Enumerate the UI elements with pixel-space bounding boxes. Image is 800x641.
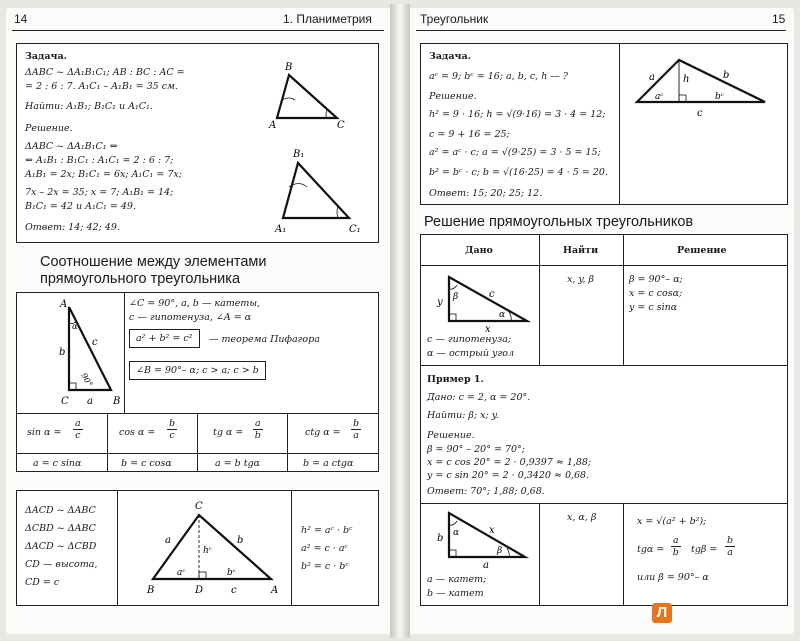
table-col-1-bottom [539,503,540,605]
fig-label-90: 90° [79,371,95,389]
trig-tg-fraction: $\frac{a}{b}$ [254,418,261,441]
label-c1: C₁ [349,224,361,235]
similar-box [16,490,379,606]
trig-cos-fraction: $\frac{b}{c}$ [169,418,176,441]
similar-formula-3: b² = c · bᶜ [301,561,349,572]
altitude-task-figure [625,50,785,120]
row1-alpha-arc [509,312,511,321]
publisher-logo: Л [652,603,672,623]
task-right-line-2: c = 9 + 16 = 25; [429,129,510,140]
row2-tga-fraction: $\frac{a}{b}$ [672,535,679,558]
header-rule-right [416,30,786,31]
example-title: Пример 1. [427,374,484,385]
task-answer: Ответ: 14; 42; 49. [25,222,120,233]
row1-given-1: c — гипотенуза; [427,334,512,345]
row1-label-alpha: α [499,310,506,320]
example-line-1: β = 90° – 20° = 70°; [427,444,525,455]
task-find: Найти: A₁B₁; B₁C₁ и A₁C₁. [25,101,153,112]
similar-divider-2 [291,491,292,605]
trig-ctg-label: ctg α = [305,427,341,438]
task-right-answer: Ответ: 15; 20; 25; 12. [429,188,543,199]
sim-label-d: D [195,585,204,596]
sim-label-c-side: c [231,585,237,596]
trig-expr-sin: a = c sinα [33,458,82,469]
similar-formula-1: h² = aᶜ · bᶜ [301,525,353,536]
row2-label-x: x [489,525,495,536]
page-number-right: 15 [772,12,786,26]
row2-beta-arc [507,548,509,557]
chapter-title: 1. Планиметрия [283,12,372,26]
row2-label-a: a [483,560,489,569]
altitude-triangle-figure [121,495,289,603]
label-a1: A₁ [275,224,287,235]
task-solution-3: A₁B₁ = 2x; B₁C₁ = 6x; A₁C₁ = 7x; [25,169,182,180]
fig-label-alpha: α [72,322,78,332]
task-right-line-1: h² = 9 · 16; h = √(9·16) = 3 · 4 = 12; [429,109,606,120]
task-title: Задача. [25,51,67,62]
header-rule-left [12,30,384,31]
trig-cos-label: cos α = [119,427,156,438]
relations-box [16,292,379,472]
similar-formula-2: a² = c · aᶜ [301,543,348,554]
fig-label-a-side: a [87,396,93,407]
task-fig-bc: bᶜ [715,92,724,102]
row1-solution-2: x = c cosα; [629,288,683,299]
row1-label-beta: β [453,292,459,302]
task-line-2: = 2 : 6 : 7. A₁C₁ – A₁B₁ = 35 см. [25,81,178,92]
example-line-2: x = c cos 20° = 2 · 0,9397 ≈ 1,88; [427,457,592,468]
row2-tga-label: tgα = [637,544,665,555]
pythagoras-label: — теорема Пифагора [209,334,320,345]
task-box-right [420,43,788,205]
solution-table [420,234,788,606]
row2-given-1: a — катет; [427,574,487,585]
table-col-2-top [623,235,624,365]
row2-triangle-figure [427,507,537,569]
triangle-abc [277,75,337,118]
similar-triangles-figure [249,52,374,240]
sim-label-c-vertex: C [195,501,203,512]
similar-line-5: CD = c [25,577,60,588]
task-fig-a: a [649,72,655,83]
running-head: Треугольник [420,12,489,26]
sim-label-a: a [165,535,171,546]
trig-expr-ctg: b = a ctgα [303,458,354,469]
label-c: C [337,120,345,131]
task-fig-b: b [723,70,730,81]
row2-label-alpha: α [453,528,460,538]
table-header-find: Найти [563,245,599,256]
row1-triangle-figure [427,269,537,333]
trig-tg-label: tg α = [213,427,244,438]
label-a: A [269,120,277,131]
row2-solution-x: x = √(a² + b²); [637,516,707,527]
trig-sin-label: sin α = [27,427,62,438]
label-b: B [285,62,293,73]
fig-label-b-vertex: B [113,396,121,407]
table-col-2-bottom [623,503,624,605]
row2-alpha-arc [449,521,457,525]
angle-arc-c1 [337,206,338,218]
row1-given-2: α — острый угол [427,348,515,359]
table-header-given: Дано [465,245,493,256]
task-solution-4: 7x – 2x = 35; x = 7; A₁B₁ = 14; [25,187,174,198]
trig-sin-fraction: $\frac{a}{c}$ [75,418,81,441]
task-fig-c: c [697,108,703,119]
table-col-1-top [539,235,540,365]
row1-label-y: y [437,297,443,308]
row1-find: x, y, β [567,274,595,285]
right-triangle-figure [27,299,123,411]
task-right-solution-title: Решение. [429,91,477,102]
sim-label-a-vertex: A [271,585,279,596]
row1-triangle [449,277,527,321]
trig-expr-tg: a = b tgα [215,458,261,469]
altitude-triangle [153,515,271,579]
fig-label-c-vertex: C [61,396,69,407]
book-gutter [390,4,410,638]
table-header-rule [421,265,787,266]
trig-ctg-fraction: $\frac{b}{a}$ [353,418,360,441]
row2-tgb-fraction: $\frac{b}{a}$ [727,535,734,558]
task-solution-2: ⇔ A₁B₁ : B₁C₁ : A₁C₁ = 2 : 6 : 7; [25,155,174,166]
row2-triangle [449,513,525,557]
similar-divider-1 [117,491,118,605]
task-solution-5: B₁C₁ = 42 и A₁C₁ = 49. [25,201,136,212]
section-title-solving: Решение прямоугольных треугольников [424,214,694,230]
row2-given-2: b — катет [427,588,484,599]
relations-divider [124,293,125,413]
sim-label-bc: bᶜ [227,568,236,578]
task-right-line-3: a² = aᶜ · c; a = √(9·25) = 3 · 5 = 15; [429,147,601,158]
fig-label-c: c [92,337,98,348]
section-title-relations-2: прямоугольного треугольника [40,271,241,287]
row2-find: x, α, β [567,512,597,523]
row2-solution-or: или β = 90°– α [637,572,709,583]
section-title-relations-1: Соотношение между элементами [40,254,267,270]
trig-col-2 [197,413,198,471]
row1-beta-arc [449,285,457,289]
table-header-solution: Решение [677,245,727,256]
task-right-title: Задача. [429,51,471,62]
task-right-divider [619,44,620,204]
relations-line-2: c — гипотенуза, ∠A = α [129,312,252,323]
example-given: Дано: c = 2, α = 20°. [427,392,531,403]
row2-label-b: b [437,533,444,544]
row1-solution-1: β = 90°– α; [629,274,683,285]
similar-line-2: ΔCBD ~ ΔABC [25,523,96,534]
table-row-2-rule [421,503,787,504]
similar-line-3: ΔACD ~ ΔCBD [25,541,97,552]
angle-relation-box: ∠B = 90°– α; c > a; c > b [129,361,266,380]
similar-line-1: ΔACD ~ ΔABC [25,505,96,516]
trig-col-3 [287,413,288,471]
page-number-left: 14 [14,12,28,26]
similar-line-4: CD — высота, [25,559,98,570]
trig-col-1 [107,413,108,471]
sim-label-hc: hᶜ [203,546,212,556]
task-solution-1: ΔABC ~ ΔA₁B₁C₁ ⇔ [25,141,118,152]
row1-label-c: c [489,289,495,300]
task-fig-h: h [683,74,690,85]
label-b1: B₁ [293,149,305,160]
row1-solution-3: y = c sinα [629,302,678,313]
fig-label-a-vertex: A [60,299,68,310]
row2-label-beta: β [497,546,503,556]
example-find: Найти: β; x; y. [427,410,499,421]
task-right-given: aᶜ = 9; bᶜ = 16; a, b, c, h — ? [429,71,568,82]
row2-tgb-label: tgβ = [691,544,718,555]
task-fig-ac: aᶜ [655,92,664,102]
angle-arc-c [326,110,327,118]
sim-label-b: b [237,535,244,546]
row1-label-x: x [485,324,491,333]
task-box-left [16,43,379,243]
pythagoras-formula-box: a² + b² = c² [129,329,200,348]
triangle-a1b1c1 [283,163,349,218]
table-row-1-rule [421,365,787,366]
relations-line-1: ∠C = 90°, a, b — катеты, [129,298,261,309]
task-line-1: ΔABC ~ ΔA₁B₁C₁; AB : BC : AC = [25,67,185,78]
sim-label-ac: aᶜ [177,568,186,578]
trig-expr-cos: b = c cosα [121,458,172,469]
example-solution-title: Решение. [427,430,475,441]
fig-label-b: b [59,347,66,358]
task-right-line-4: b² = bᶜ · c; b = √(16·25) = 4 · 5 = 20. [429,167,608,178]
example-line-3: y = c sin 20° = 2 · 0,3420 ≈ 0,68. [427,470,590,481]
example-answer: Ответ: 70°; 1,88; 0,68. [427,486,545,497]
sim-label-b-vertex: B [147,585,155,596]
angle-arc-b [282,98,295,100]
task-solution-title: Решение. [25,123,73,134]
